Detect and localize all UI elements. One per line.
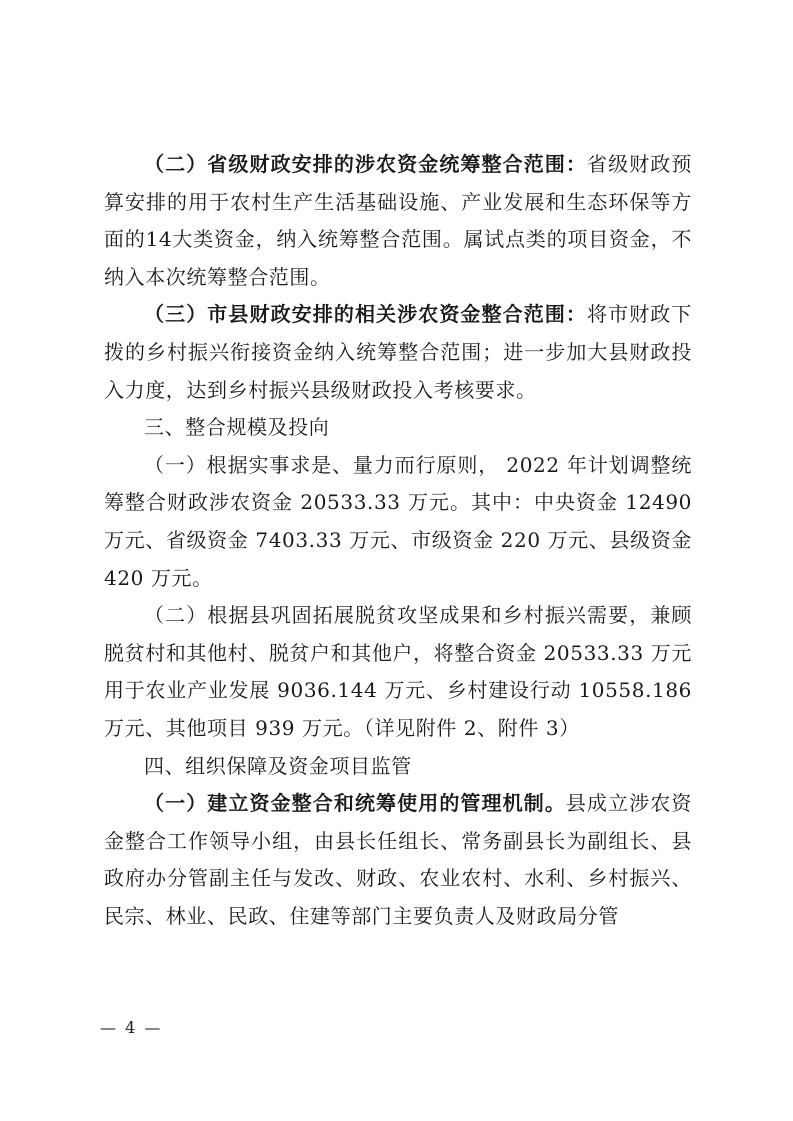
section-heading-organization: 四、组织保障及资金项目监管	[144, 753, 412, 778]
section-heading-scale: 三、整合规模及投向	[144, 415, 330, 440]
paragraph-provincial-scope	[104, 146, 692, 296]
paragraph-body: 县成立涉农资金整合工作领导小组，由县长任组长、常务副县长为副组长、县政府办分管副主任与发改、财政、农业农村、水利、乡村振兴、民宗、林业、民政、住建等部门主要负责人及财政局分管	[104, 791, 692, 928]
paragraph-lead: （一）建立资金整合和统筹使用的管理机制。	[144, 791, 566, 816]
paragraph-lead: （三）市县财政安排的相关涉农资金整合范围：	[144, 302, 588, 327]
paragraph-county-scope	[104, 296, 692, 409]
page-number: — 4 —	[100, 1018, 163, 1037]
body-text	[104, 146, 692, 935]
paragraph-funding-allocation: （二）根据县巩固拓展脱贫攻坚成果和乡村振兴需要，兼顾脱贫村和其他村、脱贫户和其他户，将整合资金 20533.33 万元用于农业产业发展 9036.144 万元、乡村建设行动 10558.186 万元、其他项目 939 万元。（详见附件 2、附件 3）	[104, 603, 692, 740]
paragraph-body: 将市财政下拨的乡村振兴衔接资金纳入统筹整合范围；进一步加大县财政投入力度，达到乡村振兴县级财政投入考核要求。	[104, 302, 692, 402]
paragraph-management-mechanism	[104, 785, 692, 935]
paragraph-body: 省级财政预算安排的用于农村生产生活基础设施、产业发展和生态环保等方面的14大类资金，纳入统筹整合范围。属试点类的项目资金，不纳入本次统筹整合范围。	[104, 152, 692, 289]
paragraph-lead: （二）省级财政安排的涉农资金统筹整合范围：	[144, 152, 588, 176]
paragraph-funding-scale: （一）根据实事求是、量力而行原则， 2022 年计划调整统筹整合财政涉农资金 20533.33 万元。其中：中央资金 12490 万元、省级资金 7403.33 万元、市级资金 220 万元、县级资金 420 万元。	[104, 452, 692, 590]
